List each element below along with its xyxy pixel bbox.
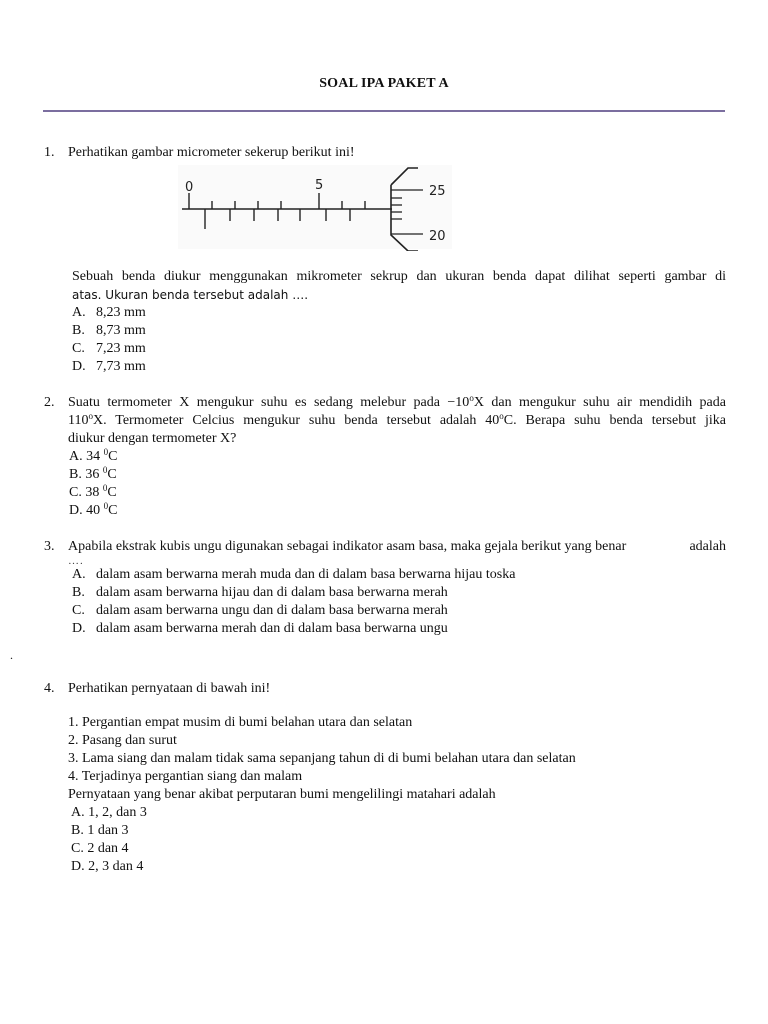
statement-1: 1. Pergantian empat musim di bumi belahan utara dan selatan (68, 715, 413, 730)
question-1-options (72, 304, 726, 376)
thimble-label-20: 20 (429, 229, 446, 244)
statement-2: 2. Pasang dan surut (68, 733, 177, 748)
question-number: 4. (44, 681, 55, 696)
question-4-question: Pernyataan yang benar akibat perputaran bumi mengelilingi matahari adalah (68, 787, 496, 802)
option-b[interactable]: B. dalam asam berwarna hijau dan di dalam basa berwarna merah (72, 585, 448, 600)
option-d[interactable]: D. 7,73 mm (72, 359, 146, 374)
option-d[interactable]: D. dalam asam berwarna merah dan di dalam basa berwarna ungu (72, 621, 448, 636)
question-number: 1. (44, 145, 55, 160)
main-scale-label-0: 0 (185, 180, 194, 195)
option-c[interactable]: C. 2 dan 4 (71, 841, 129, 856)
question-3-prompt: Apabila ekstrak kubis ungu digunakan sebagai indikator asam basa, maka gejala berikut yang benar adalah (68, 539, 726, 554)
question-prompt: Perhatikan pernyataan di bawah ini! (68, 681, 271, 696)
micrometer-figure (178, 163, 452, 251)
question-2-options (69, 448, 726, 520)
question-prompt: Perhatikan gambar micrometer sekerup berikut ini! (68, 145, 355, 160)
question-1 (44, 144, 726, 162)
question-number: 3. (44, 539, 55, 554)
question-1-stem-line1: Sebuah benda diukur menggunakan mikrometer sekrup dan ukuran benda dapat dilihat seperti gambar di (72, 269, 726, 284)
page-title: SOAL IPA PAKET A (319, 76, 449, 91)
question-3 (44, 538, 726, 638)
question-3-options (72, 566, 726, 638)
option-a[interactable]: A. 34 $^0$C (69, 447, 118, 464)
option-a[interactable]: A. 1, 2, dan 3 (71, 805, 147, 820)
option-c[interactable]: C. 38 $^0$C (69, 483, 117, 500)
option-d[interactable]: D. 40 $^0$C (69, 501, 118, 518)
question-4-options (71, 804, 726, 876)
option-d[interactable]: D. 2, 3 dan 4 (71, 859, 144, 874)
question-2-line1: Suatu termometer X mengukur suhu es sedang melebur pada $-10^oX$ dan mengukur suhu air mendidih pada (68, 393, 726, 410)
option-b[interactable]: B. 36 $^0$C (69, 465, 117, 482)
option-b[interactable]: B. 1 dan 3 (71, 823, 129, 838)
question-2-line3: diukur dengan termometer X? (68, 431, 237, 446)
statement-3: 3. Lama siang dan malam tidak sama sepanjang tahun di di bumi belahan utara dan selatan (68, 751, 576, 766)
main-scale-label-5: 5 (315, 178, 324, 193)
stray-mark: . (10, 648, 13, 662)
question-3-ellipsis: …. (68, 555, 84, 567)
question-2 (44, 394, 726, 520)
question-number: 2. (44, 395, 55, 410)
thimble-label-25: 25 (429, 184, 446, 199)
question-1-stem-line2: atas. Ukuran benda tersebut adalah …. (72, 288, 309, 302)
option-a[interactable]: A. 8,23 mm (72, 305, 146, 320)
statement-4: 4. Terjadinya pergantian siang dan malam (68, 769, 303, 784)
option-b[interactable]: B. 8,73 mm (72, 323, 146, 338)
question-1-body (72, 268, 726, 376)
question-2-line2: 110$^o$X. Termometer Celcius mengukur suhu benda tersebut adalah 40$^o$C. Berapa suhu benda tersebut jika (68, 411, 726, 428)
option-c[interactable]: C. 7,23 mm (72, 341, 146, 356)
option-a[interactable]: A. dalam asam berwarna merah muda dan di dalam basa berwarna hijau toska (72, 567, 516, 582)
question-4-body (68, 714, 726, 876)
question-4 (44, 680, 726, 698)
option-c[interactable]: C. dalam asam berwarna ungu dan di dalam basa berwarna merah (72, 603, 448, 618)
title-divider (43, 110, 725, 112)
